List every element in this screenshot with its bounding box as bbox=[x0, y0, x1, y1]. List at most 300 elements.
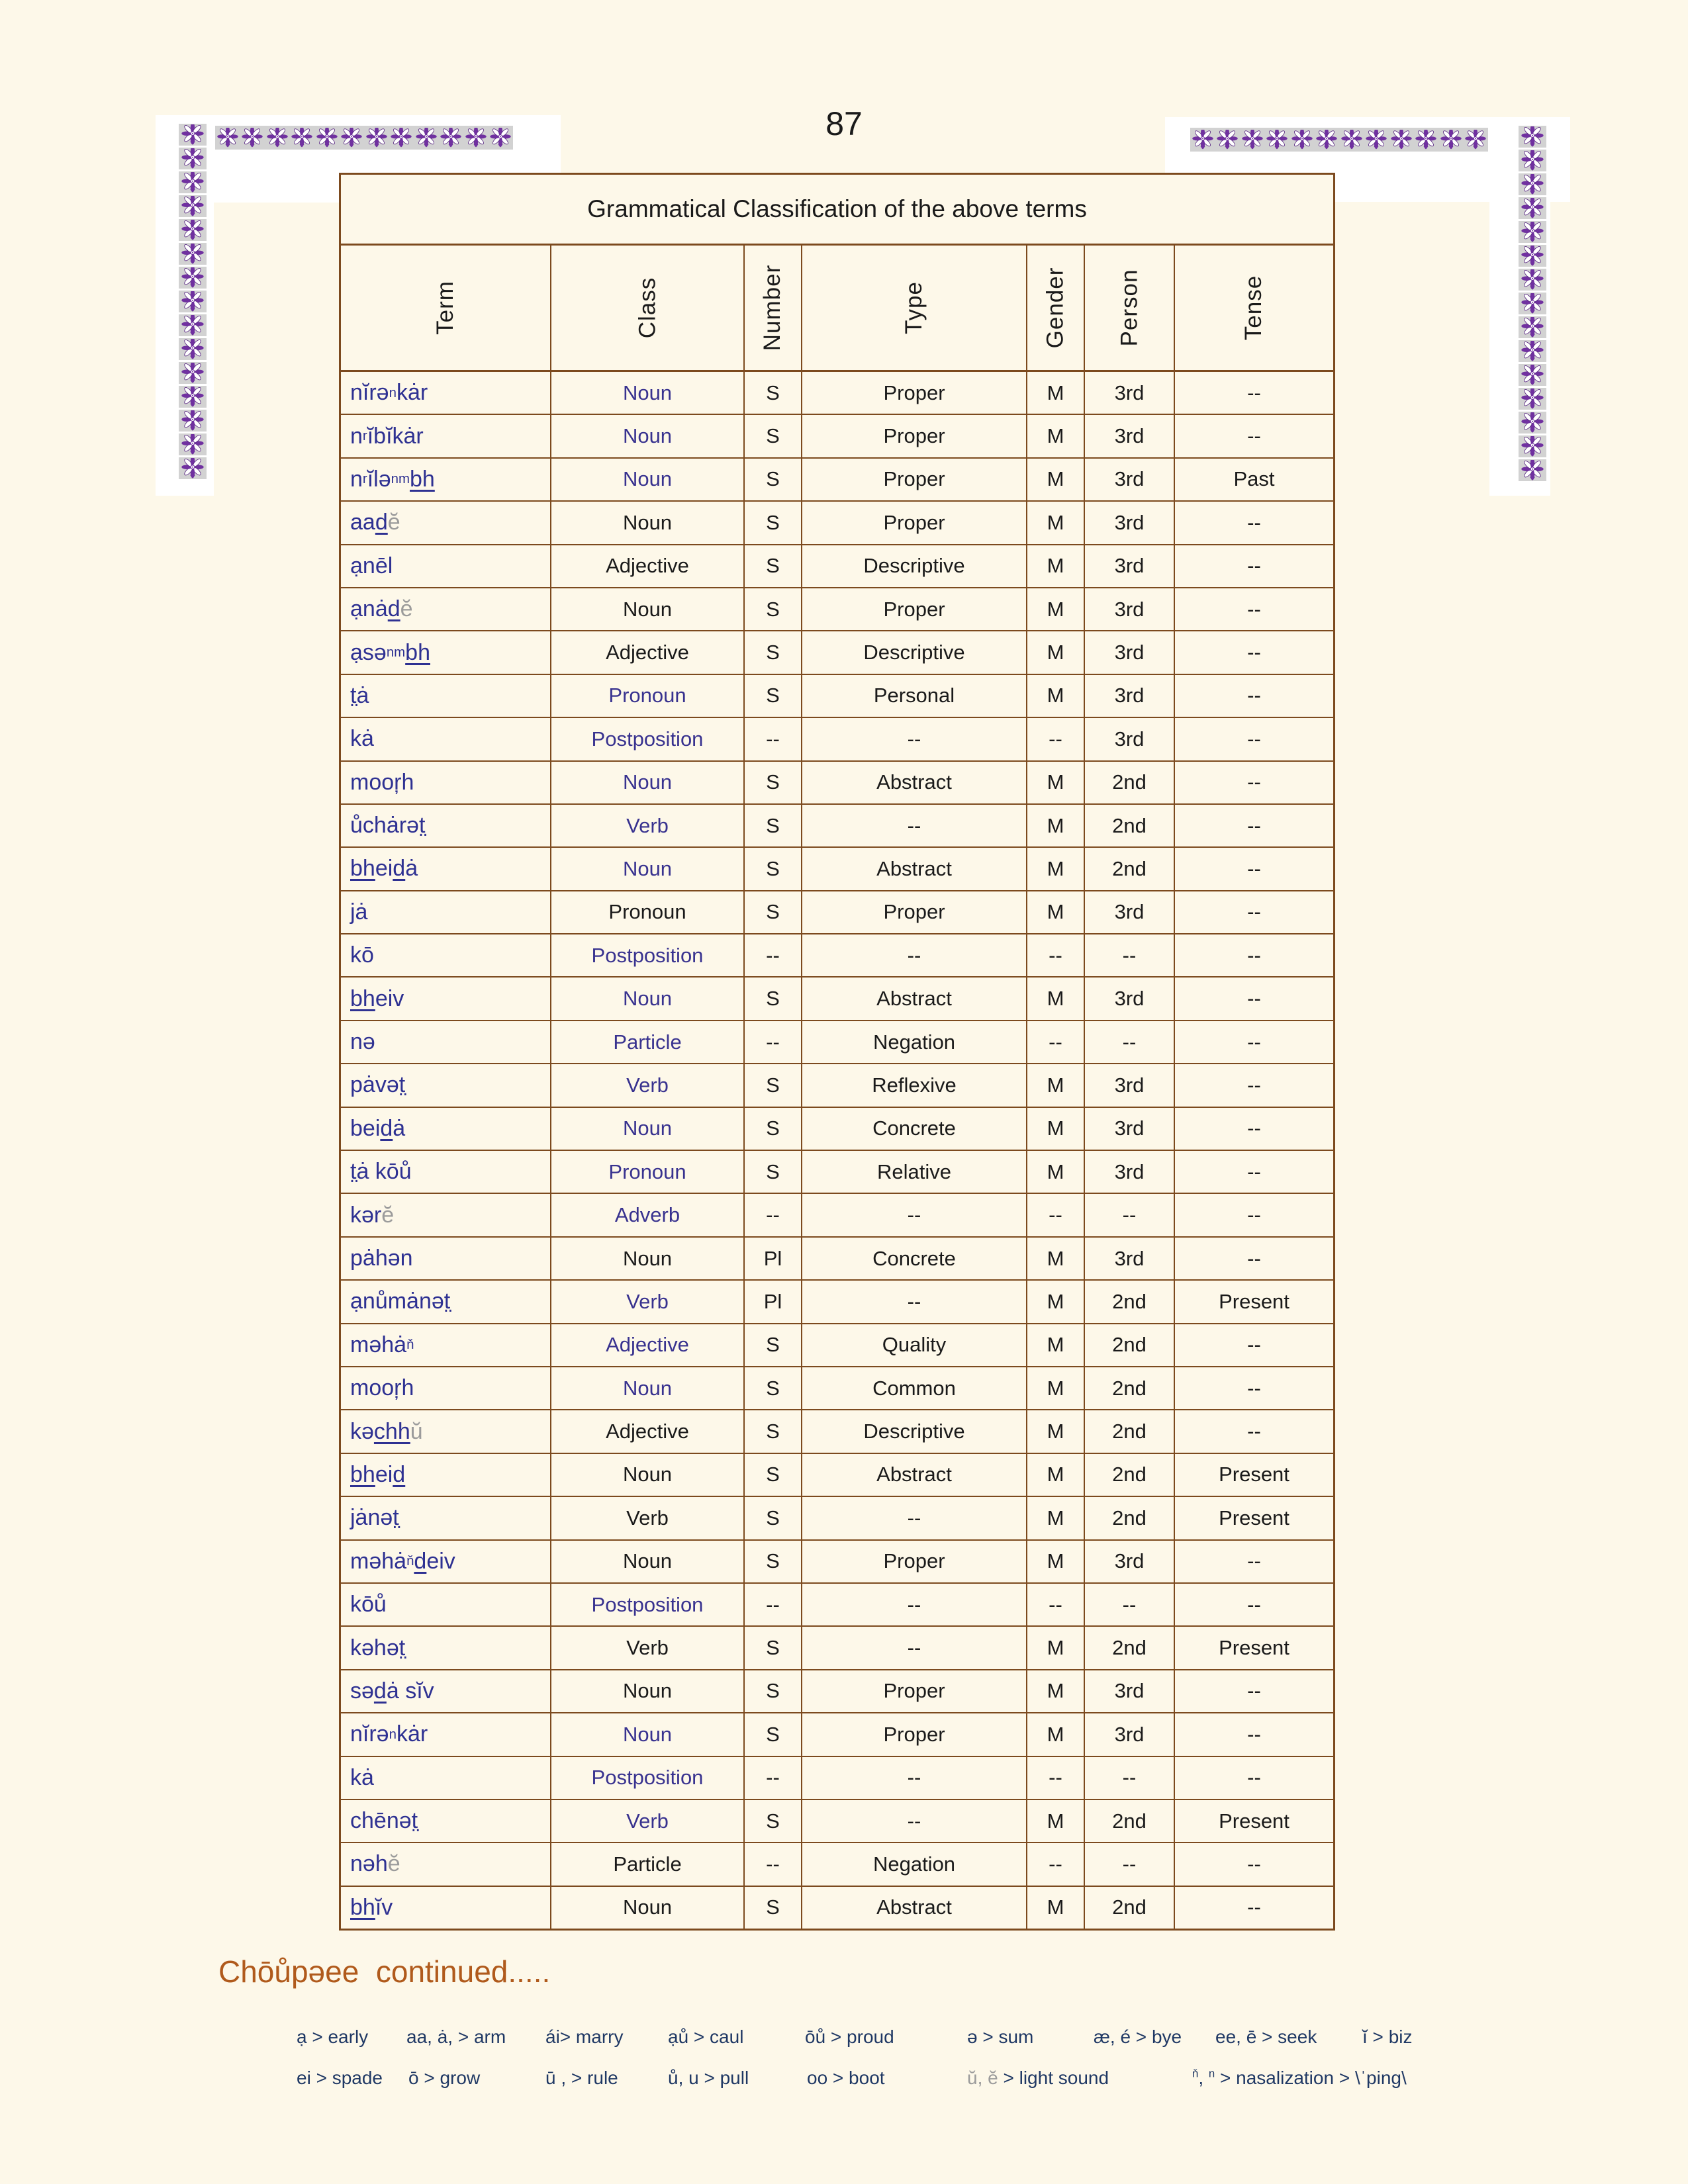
person-cell: 2nd bbox=[1085, 1800, 1175, 1842]
text-segment: n bbox=[350, 466, 363, 492]
gender-cell: M bbox=[1027, 675, 1085, 717]
text-segment: t̤ȧ kōů bbox=[350, 1159, 412, 1185]
text-segment: kȧr bbox=[396, 1721, 428, 1747]
text-segment: eiv bbox=[426, 1548, 455, 1574]
text-segment: ĕ bbox=[400, 596, 413, 622]
number-cell: S bbox=[745, 1454, 802, 1496]
table-row bbox=[341, 1887, 1333, 1929]
flower-ornament-icon bbox=[365, 128, 388, 148]
term-cell: ạsə nm bh bbox=[341, 631, 551, 673]
tense-cell: -- bbox=[1247, 1722, 1261, 1746]
flower-ornament-icon bbox=[1521, 198, 1544, 218]
text-segment: jȧ bbox=[350, 899, 368, 925]
class-cell: Noun bbox=[551, 1238, 745, 1279]
text-segment: , bbox=[1198, 2068, 1209, 2088]
type-cell: Reflexive bbox=[802, 1064, 1027, 1106]
pronunciation-key-item bbox=[545, 2026, 623, 2048]
text-segment: ạnůmȧnət̤ bbox=[350, 1289, 451, 1314]
type-cell: Abstract bbox=[802, 978, 1027, 1019]
gender-cell: M bbox=[1027, 1497, 1085, 1539]
term-cell bbox=[341, 545, 551, 587]
pronunciation-key-item bbox=[406, 2026, 506, 2048]
type-cell: -- bbox=[802, 1627, 1027, 1668]
type-cell: Proper bbox=[802, 372, 1027, 414]
text-segment: pȧvət̤ bbox=[350, 1072, 406, 1098]
tense-cell: Past bbox=[1233, 467, 1275, 491]
term-cell bbox=[341, 1887, 551, 1929]
number-cell: S bbox=[745, 675, 802, 717]
class-cell: Verb bbox=[551, 1497, 745, 1539]
flower-ornament-icon bbox=[1390, 130, 1413, 150]
flower-ornament-tile bbox=[179, 243, 207, 265]
flower-ornament-icon bbox=[489, 128, 512, 148]
term-cell bbox=[341, 1843, 551, 1885]
class-cell: Pronoun bbox=[551, 891, 745, 933]
table-row bbox=[341, 631, 1333, 674]
flower-ornament-icon bbox=[1340, 130, 1363, 150]
type-cell: -- bbox=[802, 718, 1027, 760]
table-row bbox=[341, 545, 1333, 588]
gender-cell: M bbox=[1027, 631, 1085, 673]
type-cell: Abstract bbox=[802, 762, 1027, 803]
term-cell bbox=[341, 1064, 551, 1106]
type-cell: Personal bbox=[802, 675, 1027, 717]
person-cell: 3rd bbox=[1085, 631, 1175, 673]
number-cell: -- bbox=[745, 1584, 802, 1625]
class-cell: Adjective bbox=[551, 1324, 745, 1366]
table-row bbox=[341, 1151, 1333, 1194]
table-row bbox=[341, 718, 1333, 761]
class-cell: Adjective bbox=[551, 631, 745, 673]
table-body bbox=[341, 372, 1333, 1929]
tense-cell: -- bbox=[1247, 1030, 1261, 1054]
type-cell: Abstract bbox=[802, 848, 1027, 889]
text-segment: nĭrə bbox=[350, 1721, 389, 1747]
flower-ornament-icon bbox=[1216, 130, 1239, 150]
flower-ornament-icon bbox=[181, 124, 205, 145]
flower-ornament-tile bbox=[179, 219, 207, 241]
tense-cell: -- bbox=[1247, 510, 1261, 534]
text-segment: ạů > caul bbox=[668, 2026, 744, 2047]
text-segment: > nasalization > \ˈping\ bbox=[1215, 2068, 1407, 2088]
term-cell bbox=[341, 588, 551, 630]
flower-ornament-icon bbox=[181, 220, 205, 240]
person-cell: 3rd bbox=[1085, 1713, 1175, 1755]
class-cell: Particle bbox=[551, 1843, 745, 1885]
flower-ornament-icon bbox=[1192, 130, 1214, 150]
text-segment: d bbox=[373, 1678, 387, 1704]
class-cell: Noun bbox=[551, 588, 745, 630]
class-cell: Noun bbox=[551, 762, 745, 803]
text-segment: nə bbox=[350, 1029, 375, 1055]
person-cell: 2nd bbox=[1085, 1497, 1175, 1539]
type-cell: Descriptive bbox=[802, 545, 1027, 587]
person-cell: 3rd bbox=[1085, 1541, 1175, 1582]
flower-ornament-icon bbox=[1521, 222, 1544, 242]
type-cell: -- bbox=[802, 934, 1027, 976]
number-cell: S bbox=[745, 1324, 802, 1366]
type-cell: Concrete bbox=[802, 1108, 1027, 1150]
flower-ornament-icon bbox=[1365, 130, 1387, 150]
text-segment: ə > sum bbox=[967, 2026, 1034, 2047]
flower-ornament-icon bbox=[1521, 341, 1544, 361]
text-segment: chh bbox=[373, 1418, 410, 1444]
pronunciation-key-row-2 bbox=[0, 2068, 1688, 2094]
table-row bbox=[341, 415, 1333, 458]
flower-ornament-icon bbox=[1521, 150, 1544, 171]
class-cell: Noun bbox=[551, 502, 745, 543]
col-header-term: Term bbox=[341, 246, 551, 370]
tense-cell: -- bbox=[1247, 1852, 1261, 1876]
footer-heading: Chōůpəee continued..... bbox=[218, 1954, 551, 1989]
gender-cell: M bbox=[1027, 1454, 1085, 1496]
text-segment: ȧ sĭv bbox=[386, 1678, 434, 1704]
flower-ornament-icon bbox=[316, 128, 338, 148]
flower-ornament-icon bbox=[1521, 174, 1544, 195]
term-cell bbox=[341, 1497, 551, 1539]
gender-cell: M bbox=[1027, 848, 1085, 889]
flower-ornament-tile bbox=[179, 148, 207, 169]
flower-ornament-icon bbox=[181, 434, 205, 455]
flower-ornament-icon bbox=[1241, 130, 1264, 150]
number-cell: S bbox=[745, 1108, 802, 1150]
term-cell bbox=[341, 1454, 551, 1496]
class-cell: Noun bbox=[551, 1713, 745, 1755]
text-segment: chēnət̤ bbox=[350, 1808, 418, 1834]
tense-cell: -- bbox=[1247, 770, 1261, 794]
type-cell: -- bbox=[802, 1194, 1027, 1236]
text-segment: kō bbox=[350, 942, 374, 968]
tense-cell: -- bbox=[1247, 1895, 1261, 1919]
tense-cell: -- bbox=[1247, 900, 1261, 924]
text-segment: eiv bbox=[375, 985, 404, 1011]
text-segment: ái> marry bbox=[545, 2026, 624, 2047]
number-cell: S bbox=[745, 545, 802, 587]
flower-ornament-icon bbox=[1521, 365, 1544, 385]
tense-cell: -- bbox=[1247, 856, 1261, 880]
tense-cell: -- bbox=[1247, 813, 1261, 837]
type-cell: Relative bbox=[802, 1151, 1027, 1193]
tense-cell: -- bbox=[1247, 641, 1261, 664]
pronunciation-key-item bbox=[545, 2068, 618, 2089]
class-cell: Verb bbox=[551, 1800, 745, 1842]
number-cell: S bbox=[745, 1410, 802, 1452]
type-cell: -- bbox=[802, 1757, 1027, 1799]
text-segment: ĕ bbox=[381, 1202, 395, 1228]
number-cell: S bbox=[745, 631, 802, 673]
flower-ornament-icon bbox=[291, 128, 313, 148]
term-cell bbox=[341, 1800, 551, 1842]
flower-ornament-tile bbox=[1519, 269, 1546, 291]
text-segment: bh bbox=[409, 466, 435, 492]
person-cell: 3rd bbox=[1085, 415, 1175, 457]
person-cell: 3rd bbox=[1085, 588, 1175, 630]
number-cell: S bbox=[745, 1670, 802, 1712]
text-segment: pȧhən bbox=[350, 1246, 413, 1271]
type-cell: -- bbox=[802, 1800, 1027, 1842]
term-cell bbox=[341, 1627, 551, 1668]
text-segment: ů, u > pull bbox=[668, 2068, 749, 2088]
type-cell: Common bbox=[802, 1367, 1027, 1409]
text-segment: aa bbox=[350, 510, 375, 535]
col-header-class: Class bbox=[551, 246, 745, 370]
class-cell: Noun bbox=[551, 372, 745, 414]
class-cell: Noun bbox=[551, 1670, 745, 1712]
type-cell: Proper bbox=[802, 891, 1027, 933]
class-cell: Verb bbox=[551, 1281, 745, 1322]
flower-ornament-tile bbox=[1519, 412, 1546, 433]
table-row bbox=[341, 805, 1333, 848]
term-cell bbox=[341, 1281, 551, 1322]
flower-ornament-icon bbox=[181, 267, 205, 288]
flower-ornament-tile bbox=[1519, 221, 1546, 243]
table-row bbox=[341, 934, 1333, 978]
tense-cell: -- bbox=[1247, 1549, 1261, 1573]
gender-cell: M bbox=[1027, 1238, 1085, 1279]
flower-ornament-column-left bbox=[179, 124, 207, 479]
flower-ornament-icon bbox=[465, 128, 487, 148]
term-cell bbox=[341, 805, 551, 846]
text-segment: bh bbox=[350, 1894, 375, 1920]
text-segment: bei bbox=[350, 1115, 381, 1141]
type-cell: Proper bbox=[802, 1670, 1027, 1712]
person-cell: 3rd bbox=[1085, 1670, 1175, 1712]
person-cell: 2nd bbox=[1085, 1367, 1175, 1409]
flower-ornament-icon bbox=[1521, 436, 1544, 457]
text-segment: ĭv bbox=[375, 1894, 393, 1920]
person-cell: 3rd bbox=[1085, 718, 1175, 760]
number-cell: -- bbox=[745, 1757, 802, 1799]
number-cell: S bbox=[745, 1541, 802, 1582]
flower-ornament-icon bbox=[1521, 317, 1544, 338]
table-row bbox=[341, 848, 1333, 891]
text-segment: jȧnət̤ bbox=[350, 1505, 399, 1531]
tense-cell: Present bbox=[1219, 1463, 1289, 1486]
gender-cell: M bbox=[1027, 805, 1085, 846]
text-segment: kȧ bbox=[350, 726, 374, 752]
gender-cell: M bbox=[1027, 372, 1085, 414]
person-cell: 2nd bbox=[1085, 848, 1175, 889]
flower-ornament-icon bbox=[1291, 130, 1313, 150]
flower-ornament-icon bbox=[181, 363, 205, 383]
term-cell: nĭrə n kȧr bbox=[341, 1713, 551, 1755]
text-segment: ĭ > biz bbox=[1362, 2026, 1413, 2047]
term-cell bbox=[341, 718, 551, 760]
table-row bbox=[341, 1713, 1333, 1756]
term-cell bbox=[341, 1584, 551, 1625]
flower-ornament-icon bbox=[415, 128, 438, 148]
text-segment: kȧr bbox=[396, 380, 428, 406]
flower-ornament-icon bbox=[216, 128, 239, 148]
type-cell: Negation bbox=[802, 1021, 1027, 1063]
table-row bbox=[341, 459, 1333, 502]
flower-ornament-icon bbox=[390, 128, 412, 148]
text-segment: nəh bbox=[350, 1851, 388, 1877]
tense-cell: -- bbox=[1247, 381, 1261, 404]
text-segment: bh bbox=[350, 985, 375, 1011]
person-cell: 2nd bbox=[1085, 1410, 1175, 1452]
type-cell: Negation bbox=[802, 1843, 1027, 1885]
flower-ornament-tile bbox=[1519, 293, 1546, 314]
number-cell: S bbox=[745, 1151, 802, 1193]
flower-ornament-tile bbox=[1519, 150, 1546, 171]
person-cell: 2nd bbox=[1085, 1324, 1175, 1366]
pronunciation-key-item bbox=[297, 2026, 368, 2048]
number-cell: Pl bbox=[745, 1238, 802, 1279]
number-cell: S bbox=[745, 459, 802, 500]
class-cell: Noun bbox=[551, 1454, 745, 1496]
flower-ornament-tile bbox=[179, 410, 207, 432]
flower-ornament-icon bbox=[1521, 269, 1544, 290]
text-segment: kȧ bbox=[350, 1764, 374, 1790]
number-cell: S bbox=[745, 1497, 802, 1539]
flower-ornament-tile bbox=[1519, 316, 1546, 338]
gender-cell: M bbox=[1027, 545, 1085, 587]
text-segment: aa, ȧ, > arm bbox=[406, 2026, 506, 2047]
tense-cell: -- bbox=[1247, 1679, 1261, 1703]
person-cell: 3rd bbox=[1085, 1238, 1175, 1279]
number-cell: S bbox=[745, 372, 802, 414]
text-segment: oo > boot bbox=[807, 2068, 885, 2088]
class-cell: Pronoun bbox=[551, 675, 745, 717]
text-segment: məhȧ bbox=[350, 1548, 407, 1574]
flower-ornament-icon bbox=[181, 148, 205, 169]
pronunciation-key-item bbox=[408, 2068, 480, 2089]
person-cell: 2nd bbox=[1085, 1627, 1175, 1668]
pronunciation-key-row-1 bbox=[0, 2026, 1688, 2053]
text-segment: bh bbox=[350, 856, 375, 882]
person-cell: 2nd bbox=[1085, 1281, 1175, 1322]
flower-ornament-tile bbox=[179, 267, 207, 289]
term-cell bbox=[341, 1021, 551, 1063]
type-cell: Abstract bbox=[802, 1887, 1027, 1929]
type-cell: Proper bbox=[802, 1541, 1027, 1582]
table-row bbox=[341, 1541, 1333, 1584]
person-cell: 2nd bbox=[1085, 1454, 1175, 1496]
gender-cell: -- bbox=[1027, 718, 1085, 760]
person-cell: 3rd bbox=[1085, 1151, 1175, 1193]
number-cell: S bbox=[745, 848, 802, 889]
table-row bbox=[341, 1367, 1333, 1410]
person-cell: 3rd bbox=[1085, 1064, 1175, 1106]
flower-ornament-tile bbox=[1519, 245, 1546, 267]
pronunciation-key-item bbox=[668, 2068, 749, 2089]
type-cell: -- bbox=[802, 1281, 1027, 1322]
pronunciation-key-item bbox=[668, 2026, 743, 2048]
gender-cell: M bbox=[1027, 415, 1085, 457]
tense-cell: -- bbox=[1247, 943, 1261, 967]
table-row bbox=[341, 588, 1333, 631]
table-title: Grammatical Classification of the above terms bbox=[341, 175, 1333, 246]
gender-cell: M bbox=[1027, 1670, 1085, 1712]
col-header-gender: Gender bbox=[1027, 246, 1085, 370]
number-cell: S bbox=[745, 415, 802, 457]
gender-cell: M bbox=[1027, 891, 1085, 933]
tense-cell: -- bbox=[1247, 554, 1261, 578]
flower-ornament-icon bbox=[1521, 460, 1544, 480]
number-cell: -- bbox=[745, 1021, 802, 1063]
type-cell: Proper bbox=[802, 502, 1027, 543]
person-cell: -- bbox=[1085, 1194, 1175, 1236]
text-segment: ạnȧ bbox=[350, 596, 388, 622]
person-cell: -- bbox=[1085, 1757, 1175, 1799]
term-cell bbox=[341, 1367, 551, 1409]
table-row bbox=[341, 1843, 1333, 1886]
text-segment: ůchȧrət̤ bbox=[350, 813, 426, 839]
class-cell: Pronoun bbox=[551, 1151, 745, 1193]
flower-ornament-tile bbox=[179, 291, 207, 312]
term-cell bbox=[341, 1410, 551, 1452]
flower-ornament-icon bbox=[181, 196, 205, 216]
gender-cell: M bbox=[1027, 1151, 1085, 1193]
flower-ornament-tile bbox=[1519, 388, 1546, 410]
term-cell bbox=[341, 1757, 551, 1799]
flower-ornament-bar-top-left bbox=[215, 126, 513, 150]
term-cell bbox=[341, 848, 551, 889]
text-segment: d bbox=[375, 510, 388, 535]
number-cell: S bbox=[745, 1064, 802, 1106]
table-header-row bbox=[341, 246, 1333, 372]
tense-cell: -- bbox=[1247, 1592, 1261, 1616]
type-cell: Abstract bbox=[802, 1454, 1027, 1496]
flower-ornament-icon bbox=[1440, 130, 1462, 150]
gender-cell: M bbox=[1027, 1064, 1085, 1106]
term-cell: nĭrə n kȧr bbox=[341, 372, 551, 414]
flower-ornament-tile bbox=[179, 457, 207, 479]
table-row bbox=[341, 502, 1333, 545]
term-cell: məhȧ ň d eiv bbox=[341, 1541, 551, 1582]
term-cell bbox=[341, 1238, 551, 1279]
flower-ornament-tile bbox=[179, 171, 207, 193]
person-cell: -- bbox=[1085, 1584, 1175, 1625]
type-cell: Proper bbox=[802, 1713, 1027, 1755]
type-cell: Concrete bbox=[802, 1238, 1027, 1279]
table-row bbox=[341, 891, 1333, 934]
flower-ornament-bar-top-right bbox=[1190, 128, 1488, 152]
flower-ornament-column-right bbox=[1519, 126, 1546, 481]
table-row bbox=[341, 1757, 1333, 1800]
tense-cell: -- bbox=[1247, 1246, 1261, 1270]
class-cell: Noun bbox=[551, 1367, 745, 1409]
gender-cell: M bbox=[1027, 1713, 1085, 1755]
text-segment: ei bbox=[375, 856, 393, 882]
page-number: 87 bbox=[825, 105, 863, 142]
type-cell: Proper bbox=[802, 588, 1027, 630]
term-cell: n r ĭbĭkȧr bbox=[341, 415, 551, 457]
table-row bbox=[341, 762, 1333, 805]
class-cell: Noun bbox=[551, 978, 745, 1019]
text-segment: d bbox=[393, 1461, 406, 1487]
text-segment: ō > grow bbox=[408, 2068, 481, 2088]
person-cell: 3rd bbox=[1085, 675, 1175, 717]
flower-ornament-tile bbox=[1519, 173, 1546, 195]
number-cell: S bbox=[745, 1713, 802, 1755]
number-cell: -- bbox=[745, 1843, 802, 1885]
text-segment: ōů > proud bbox=[805, 2026, 894, 2047]
text-segment: ȧ bbox=[393, 1115, 406, 1141]
table-row bbox=[341, 372, 1333, 415]
class-cell: Adverb bbox=[551, 1194, 745, 1236]
flower-ornament-icon bbox=[181, 172, 205, 193]
term-cell: n r ĭlə nm bh bbox=[341, 459, 551, 500]
type-cell: Proper bbox=[802, 459, 1027, 500]
term-cell bbox=[341, 891, 551, 933]
table-row bbox=[341, 1454, 1333, 1497]
text-segment: d bbox=[414, 1548, 427, 1574]
gender-cell: M bbox=[1027, 1800, 1085, 1842]
term-cell bbox=[341, 978, 551, 1019]
text-segment: mooŗh bbox=[350, 769, 414, 795]
